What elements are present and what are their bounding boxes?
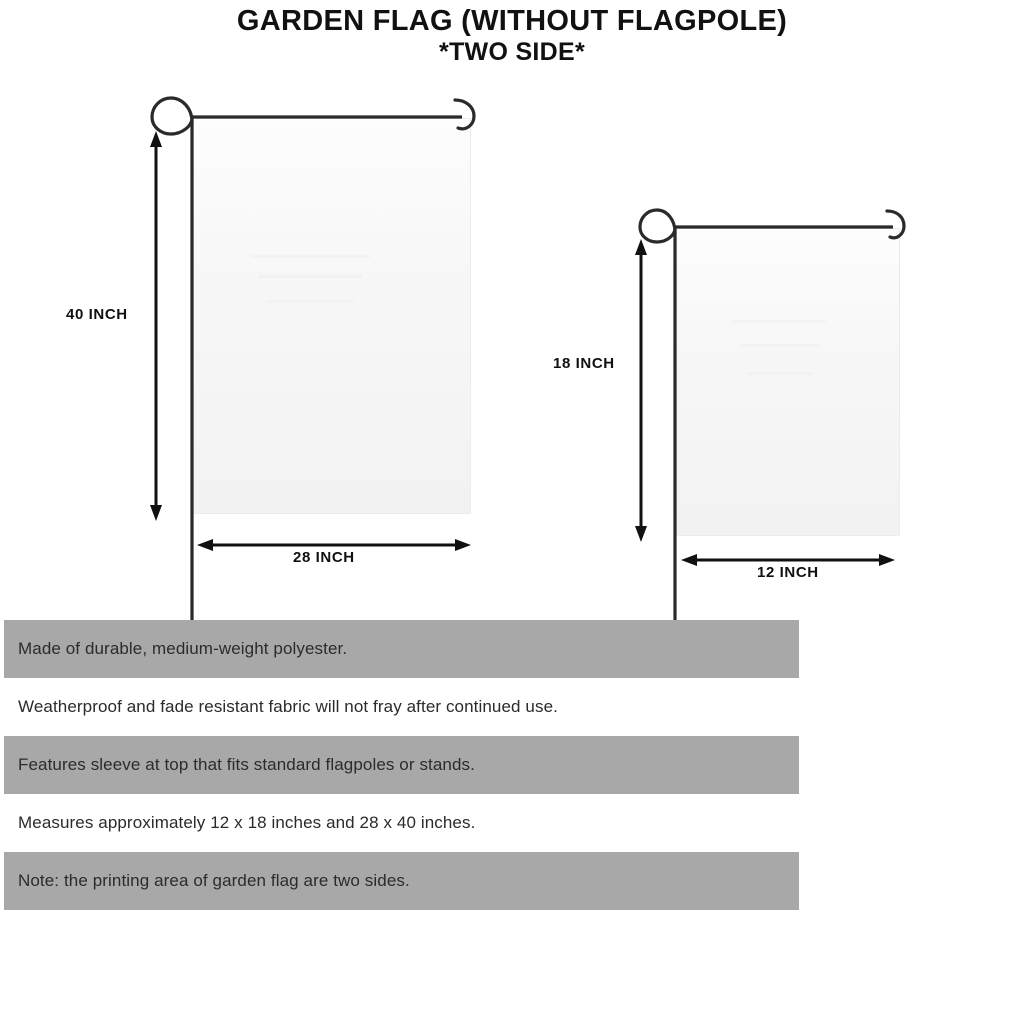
small-flag-height-label: 18 INCH — [553, 355, 615, 372]
large-flag-height-label: 40 INCH — [66, 306, 128, 323]
page-subtitle: *TWO SIDE* — [438, 38, 586, 67]
list-item — [4, 620, 799, 678]
feature-text: Note: the printing area of garden flag are two sides. — [18, 871, 410, 890]
small-flag-width-label: 12 INCH — [757, 564, 819, 581]
feature-text: Made of durable, medium-weight polyester. — [18, 639, 348, 658]
feature-list — [4, 620, 799, 910]
feature-text: Features sleeve at top that fits standard flagpoles or stands. — [18, 755, 475, 774]
page-title: GARDEN FLAG (WITHOUT FLAGPOLE) — [236, 5, 788, 37]
feature-text: Weatherproof and fade resistant fabric will not fray after continued use. — [18, 697, 558, 716]
large-flag-width-label: 28 INCH — [293, 549, 355, 566]
list-item — [4, 852, 799, 910]
feature-text: Measures approximately 12 x 18 inches and 28 x 40 inches. — [18, 813, 476, 832]
list-item — [4, 794, 799, 852]
list-item — [4, 736, 799, 794]
list-item — [4, 678, 799, 736]
